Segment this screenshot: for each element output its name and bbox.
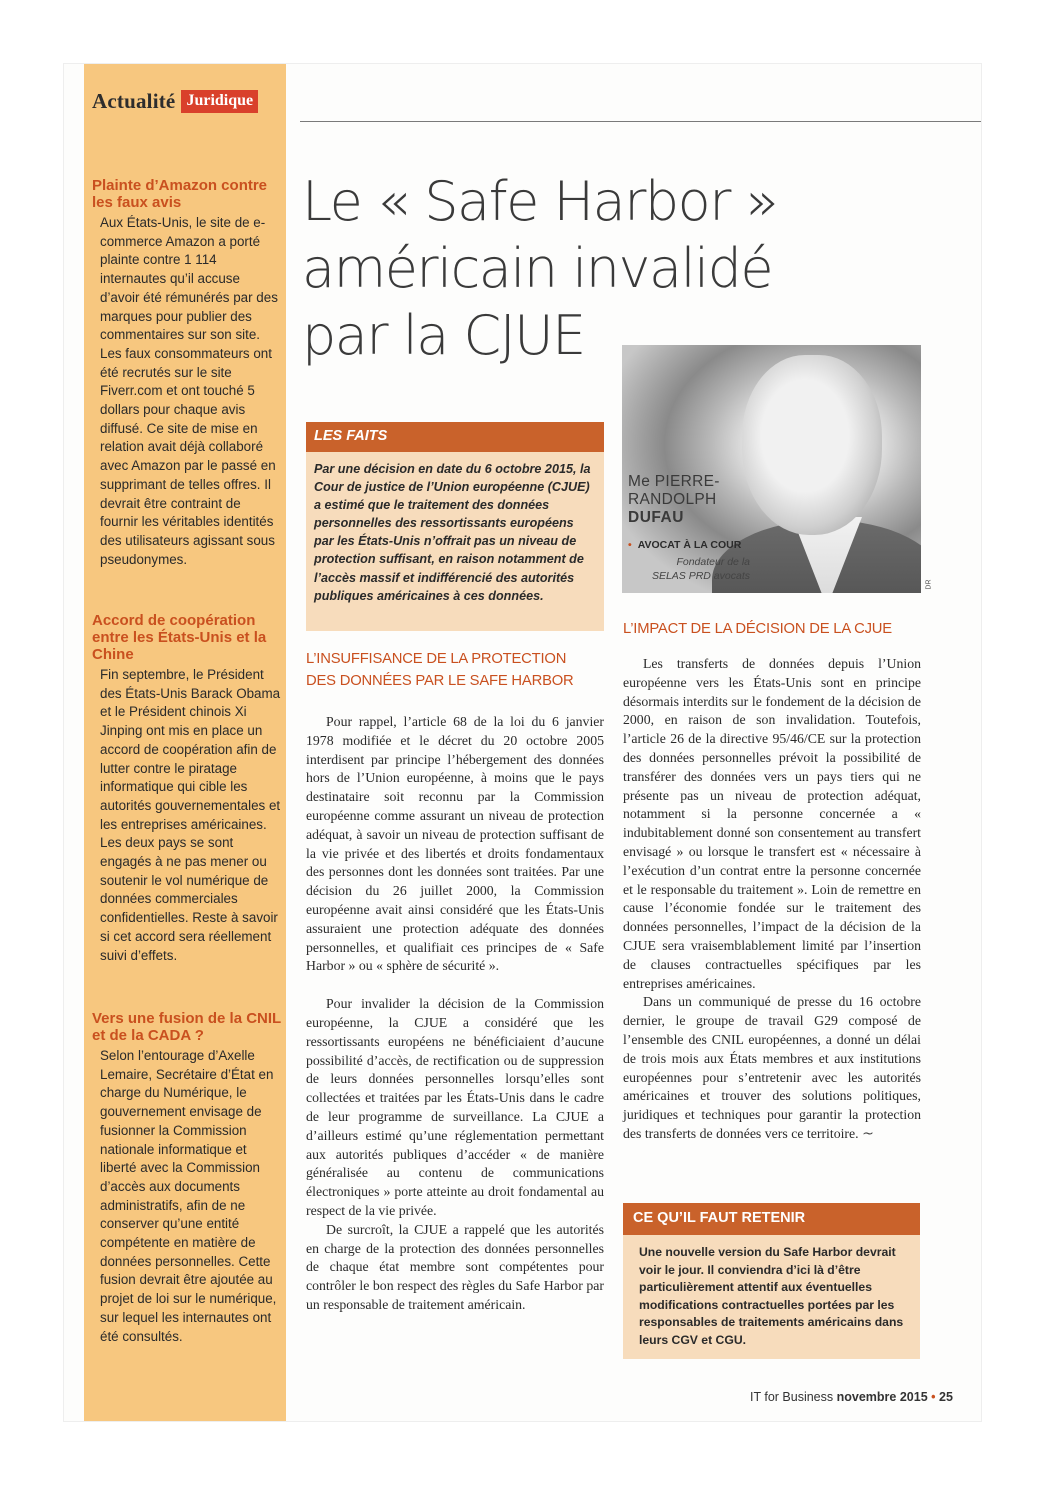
paragraph: Pour rappel, l’article 68 de la loi du 6 janvier 1978 modifiée et le décret du 20 octobre 2005 interdisent par principe l’hébergement des données hors de l’Union européenne, à moins que le pays destinataire soit reconnu par la Commission européenne comme assurant un niveau de protection adéquat, à savoir un niveau de protection suffisant de la vie privée et des libertés et droits fondamentaux des personnes dont les données sont traitées. Par une décision du 26 juillet 2000, la Commission européenne avait ainsi considéré que les États-Unis assuraient une protection adéquate des données personnelles, et qualifiait ces principes de « Safe Harbor » ou « sphère de sécurité ». [306, 714, 604, 974]
facts-title: LES FAITS [306, 422, 604, 452]
section-header [92, 89, 258, 114]
sidebar-item-text: Fin septembre, le Président des États-Unis Barack Obama et le Président chinois Xi Jinping ont mis en place un accord de coopération afin de lutter contre le piratage informatique qui cible les autorités gouvernementales et les entreprises américaines. Les deux pays se sont engagés à ne pas mener ou soutenir le vol numérique de données commerciales confidentielles. Reste à savoir si cet accord sera réellement suivi d’effets. [100, 667, 281, 963]
article-title [302, 168, 822, 369]
author-caption [628, 473, 758, 527]
sidebar-item [92, 612, 282, 965]
issue-date: novembre 2015 [836, 1390, 928, 1404]
section-body [306, 713, 604, 1315]
author-firm: Fondateur de la SELAS PRD avocats [651, 556, 750, 582]
page-number: 25 [939, 1390, 953, 1404]
sidebar-item [92, 1010, 282, 1346]
author-role: • AVOCAT À LA COUR [628, 539, 742, 551]
article-title-line: américain invalidé [302, 237, 773, 300]
end-mark-icon: ~ [862, 1125, 874, 1142]
takeaway-box [623, 1203, 920, 1359]
takeaway-text: Une nouvelle version du Safe Harbor devrait voir le jour. Il conviendra d’ici là d’être particulièrement attentif aux éventuelles modifications contractuelles portées par les responsables de traitements américains dans leurs CGV et CGU. [639, 1245, 904, 1347]
section-body [623, 655, 921, 1144]
paragraph: De surcroît, la CJUE a rappelé que les autorités en charge de la protection des données personnelles de chaque état membre sont compétentes pour contrôler le bon respect des règles du Safe Harbor par un responsable de traitement américain. [306, 1221, 604, 1312]
section-label: Actualité [92, 89, 176, 113]
paragraph: Dans un communiqué de presse du 16 octobre dernier, le groupe de travail G29 composé de l’ensemble des CNIL européennes, a donné un délai de trois mois aux États membres et aux institutions européennes pour s’entretenir avec les autorités américaines et trouver des solutions politiques, juridiques et techniques pour garantir la protection des transferts de données vers ce territoire. ~ [623, 994, 921, 1142]
sidebar-item-text: Selon l’entourage d’Axelle Lemaire, Secrétaire d’État en charge du Numérique, le gouvernement envisage de fusionner la Commission nationale informatique et liberté avec la Commission d’accès aux documents administratifs, afin de ne conserver qu’une entité compétente en matière de données personnelles. Cette fusion devrait être ajoutée au projet de loi sur le numérique, sur lequel les internautes ont été consultés. [100, 1048, 277, 1344]
photo-credit: DR [925, 579, 933, 590]
sidebar-item [92, 177, 282, 569]
sidebar-item-title: Plainte d’Amazon contre les faux avis [92, 177, 268, 211]
paragraph: Pour invalider la décision de la Commission européenne, la CJUE a considéré que les ressortissants européens ne bénéficiaient d’aucune possibilité d’accès, de rectification ou de suppression de leurs données personnelles lorsqu’elles sont collectées et traitées par les États-Unis dans le cadre de leur programme de surveillance. La CJUE a d’ailleurs estimé qu’une réglementation permettant aux autorités publiques d’accéder « de manière généralisée au contenu de communications électroniques » porte atteinte au droit fondamental au respect de la vie privée. [306, 996, 604, 1218]
section-heading: L’IMPACT DE LA DÉCISION DE LA CJUE [623, 621, 892, 637]
section-heading: L’INSUFFISANCE DE LA PROTECTION DES DONNÉES PAR LE SAFE HARBOR [306, 651, 574, 689]
section-tag: Juridique [181, 90, 258, 113]
article-title-line: Le « Safe Harbor » [302, 170, 778, 233]
bullet-icon: • [628, 539, 632, 551]
page-footer: IT for Business novembre 2015 • 25 [750, 1390, 953, 1404]
sidebar-item-text: Aux États-Unis, le site de e-commerce Amazon a porté plainte contre 1 114 internautes qu’il accuse d’avoir été rémunérés par des marques pour publier des commentaires sur son site. Les faux consommateurs ont été recrutés sur le site Fiverr.com et ont touché 5 dollars pour chaque avis diffusé. Ce site de mise en relation avait déjà collaboré avec Amazon par le passé en supprimant de telles offres. Il devrait être contraint de fournir les véritables identités des utilisateurs agissant sous pseudonymes. [100, 215, 278, 567]
author-name-line1: Me PIERRE- [628, 473, 720, 490]
header-rule [300, 121, 981, 122]
takeaway-title: CE QU’IL FAUT RETENIR [623, 1203, 920, 1235]
sidebar-item-title: Vers une fusion de la CNIL et de la CADA ? [92, 1010, 281, 1044]
article-title-line: par la CJUE [302, 304, 585, 367]
facts-box [306, 422, 604, 631]
sidebar-item-title: Accord de coopération entre les États-Unis et la Chine [92, 612, 267, 663]
facts-text: Par une décision en date du 6 octobre 2015, la Cour de justice de l’Union européenne (CJUE) a estimé que le traitement des données personnelles des ressortissants européens par les États-Unis n’offrait pas un niveau de protection suffisant, en raison notamment de l’accès massif et indifférencié des autorités publiques américaines à ces données. [314, 462, 591, 603]
author-name-line2: RANDOLPH [628, 491, 717, 508]
author-surname: DUFAU [628, 509, 684, 526]
magazine-name: IT for Business [750, 1390, 834, 1404]
paragraph: Les transferts de données depuis l’Union européenne vers les États-Unis sont en principe désormais interdits sur le fondement de la décision de 2000, en raison de son invalidation. Toutefois, l’article 26 de la directive 95/46/CE sur la protection des données personnelles prévoit la possibilité de transférer des données vers un pays tiers qui ne présente pas un niveau de protection adéquat, notamment si la personne concernée a « indubitablement donné son consentement au transfert envisagé » ou lorsque le transfert est « nécessaire à l’exécution d’un contrat entre la personne concernée et le responsable du traitement ». Loin de remettre en cause l’économie fondée sur le traitement des données personnelles, l’impact de la décision de la CJUE sera vraisemblablement limité par l’insertion de clauses contractuelles spécifiques par les entreprises américaines. [623, 656, 921, 991]
